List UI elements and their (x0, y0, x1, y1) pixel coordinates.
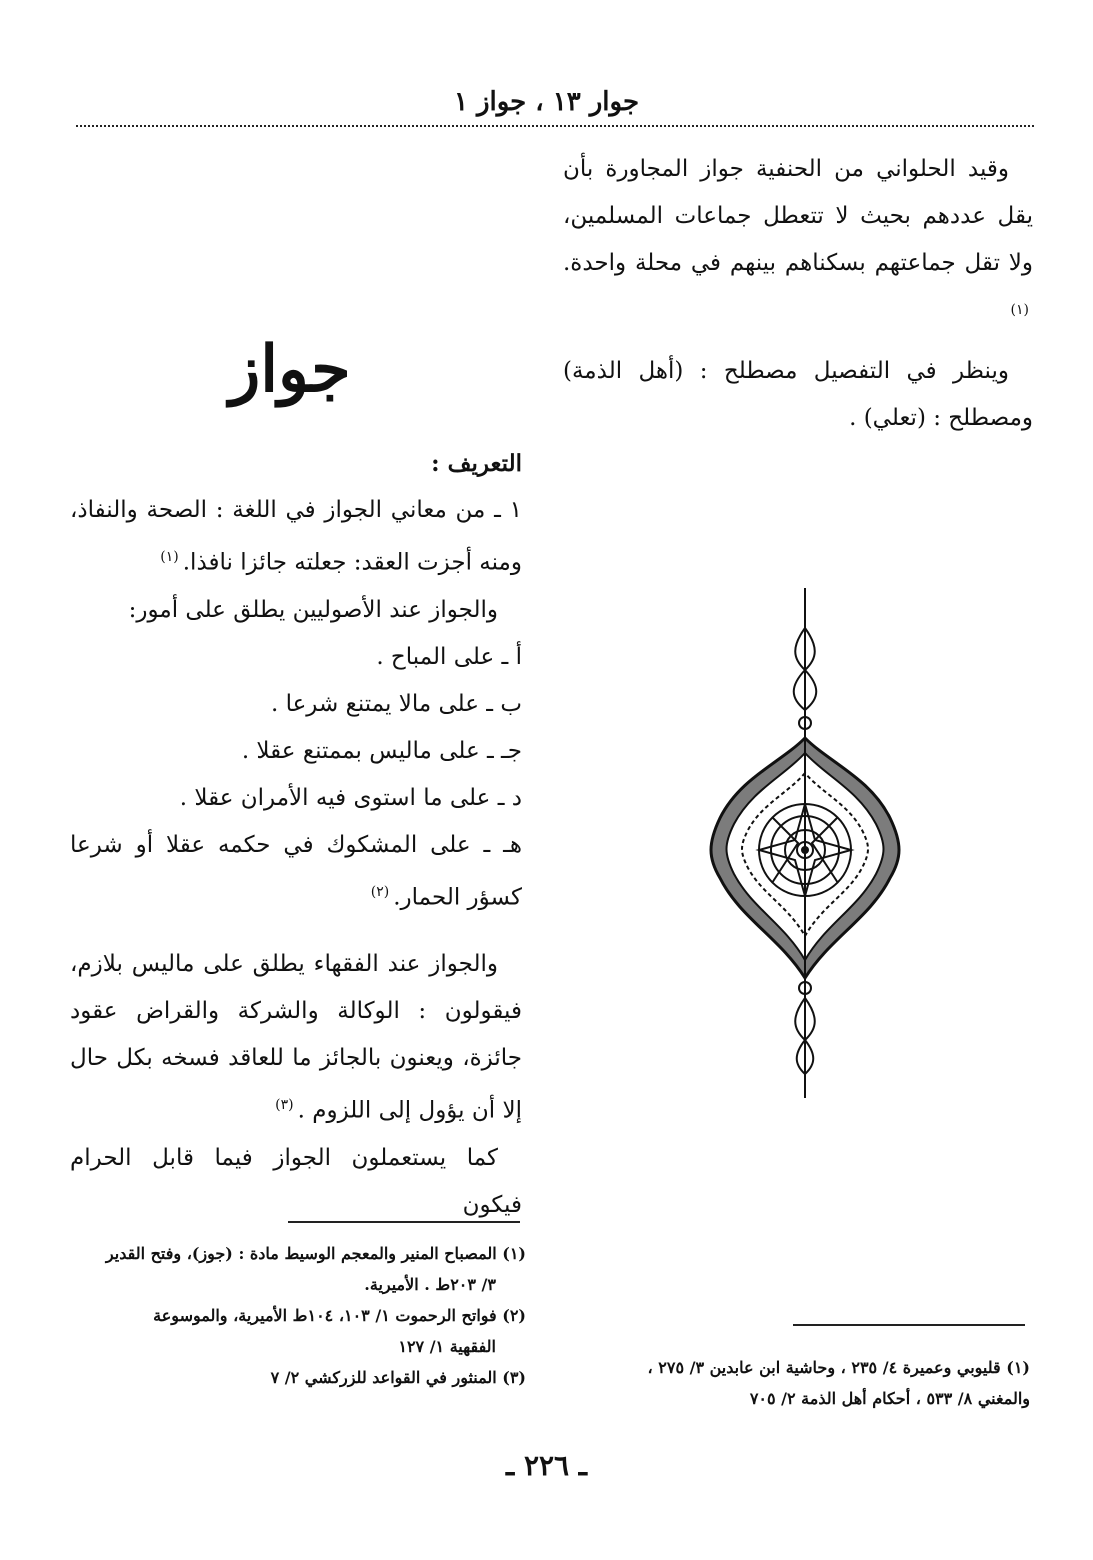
paragraph-text: والجواز عند الفقهاء يطلق على ماليس بلازم، فيقولون : الوكالة والشركة والقراض عقود جائزة، ويعنون بالجائز ما للعاقد فسخه بكل حال إلا أن يؤول إلى اللزوم . (70, 951, 522, 1124)
paragraph: وينظر في التفصيل مصطلح : (أهل الذمة) ومصطلح : (تعلي) . (563, 357, 1033, 431)
footnote: (٣) المنثور في القواعد للزركشي ٢/ ٧ (270, 1368, 526, 1387)
paragraph (563, 146, 1033, 340)
list-item: ب ـ على مالا يمتنع شرعا . (270, 690, 522, 717)
footnote: (١) المصباح المنير والمعجم الوسيط مادة : (جوز)، وفتح القدير (105, 1244, 526, 1263)
paragraph (70, 941, 522, 1135)
footnote-continuation: والمغني ٨/ ٥٣٣ ، أحكام أهل الذمة ٢/ ٧٠٥ (749, 1389, 1030, 1408)
list-item (70, 822, 522, 922)
footnote: (٢) فواتح الرحموت ١/ ١٠٣، ١٠٤ط الأميرية، والموسوعة (153, 1306, 526, 1325)
running-header: جوار ١٣ ، جواز ١ (453, 87, 640, 117)
decorative-ornament (700, 588, 910, 1098)
footnotes-left (70, 1238, 526, 1393)
footnote: (١) قليوبي وعميرة ٤/ ٢٣٥ ، وحاشية ابن عابدين ٣/ ٢٧٥ ، (647, 1358, 1030, 1377)
footnotes-right (560, 1352, 1030, 1414)
list-item: د ـ على ما استوى فيه الأمران عقلا . (179, 784, 522, 811)
paragraph: كما يستعملون الجواز فيما قابل الحرام فيكون (70, 1144, 522, 1218)
footnote-separator (793, 1324, 1025, 1326)
paragraph (70, 487, 522, 587)
footnote-marker: (٣) (275, 1097, 294, 1114)
previous-entry-continuation (563, 146, 1033, 442)
footnote-continuation: الفقهية ١/ ١٢٧ (398, 1337, 496, 1356)
footnote-marker: (٢) (370, 883, 390, 900)
entry-title: جواز (229, 332, 351, 407)
footnote-continuation: ٣/ ٢٠٣ط . الأميرية. (364, 1275, 496, 1294)
entry-body (70, 440, 522, 1229)
paragraph-text: وقيد الحلواني من الحنفية جواز المجاورة بأن يقل عددهم بحيث لا تتعطل جماعات المسلمين، ولا تقل جماعتهم بسكناهم بينهم في محلة واحدة. (563, 156, 1033, 276)
header-dotted-rule (76, 125, 1034, 127)
page-number: ـ ٢٢٦ ـ (505, 1449, 588, 1482)
list-item-text: هـ ـ على المشكوك في حكمه عقلا أو شرعا كسؤر الحمار. (70, 831, 522, 911)
footnote-separator (288, 1221, 520, 1223)
list-item: أ ـ على المباح . (376, 643, 522, 670)
footnote-marker: (١) (160, 549, 179, 565)
list-item: جـ ـ على ماليس بممتنع عقلا . (241, 737, 522, 764)
paragraph: والجواز عند الأصوليين يطلق على أمور: (128, 596, 498, 623)
paragraph-text: ١ ـ من معاني الجواز في اللغة : الصحة والنفاذ، ومنه أجزت العقد: جعلته جائزا نافذا. (70, 497, 522, 576)
footnote-marker: (١) (1010, 302, 1029, 318)
section-heading: التعريف : (431, 450, 522, 477)
